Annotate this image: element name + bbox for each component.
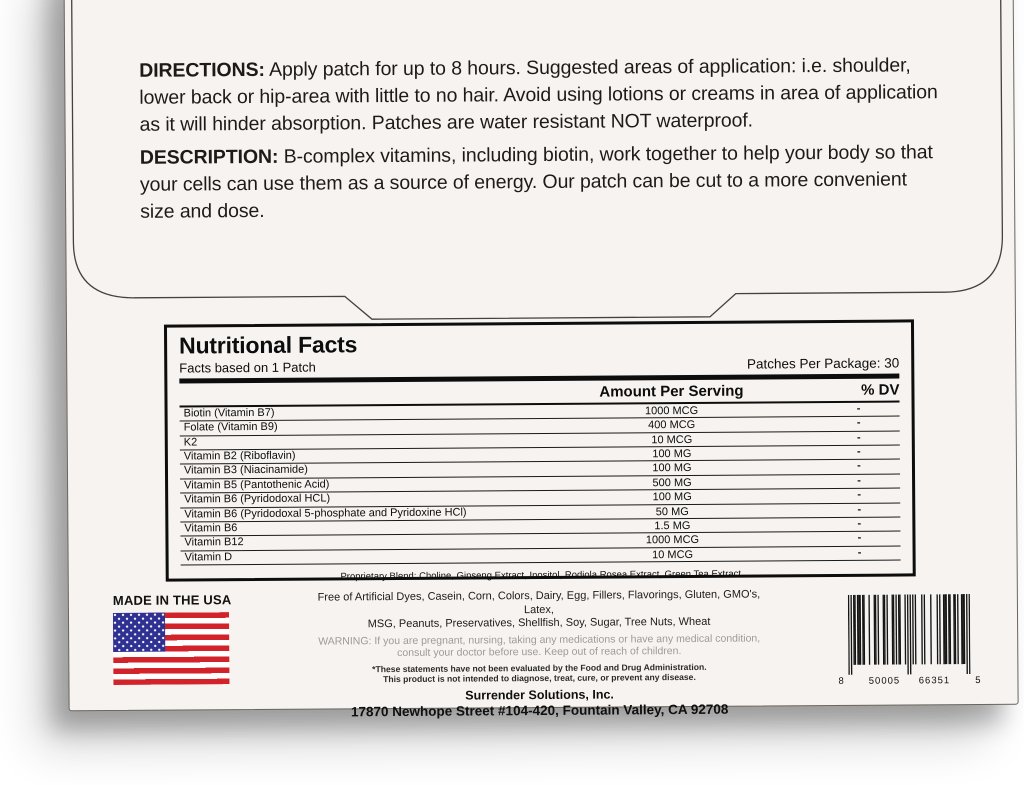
nutrition-subheader-row: [179, 355, 899, 375]
warning-text: WARNING: If you are pregnant, nursing, taking any medications or have any medical condition, consult your doctor before use. Keep out of reach of children.: [318, 631, 761, 660]
usage-copy: [139, 52, 940, 232]
nutrition-row: Vitamin B6 (Pyridodoxal HCL) 100 MG -: [180, 489, 900, 508]
description-text: B-complex vitamins, including biotin, work together to help your body so that your cells can use them as a source of energy. Our patch can be cut to a more convenient size and dose.: [139, 141, 933, 223]
made-in-usa-label: MADE IN THE USA: [112, 592, 232, 608]
amount-column-header: Amount Per Serving: [599, 382, 744, 401]
nutrition-row: Biotin (Vitamin B7) 1000 MCG -: [180, 402, 900, 421]
barcode-digits-group1: 50005: [868, 675, 901, 687]
allergen-free-line1: Free of Artificial Dyes, Casein, Corn, Colors, Dairy, Egg, Fillers, Flavorings, Gluten, GMO's, Latex,: [317, 588, 761, 616]
dv-column-header: % DV: [861, 381, 900, 399]
nutrition-title: Nutritional Facts: [179, 331, 358, 359]
usa-flag-canton: [113, 613, 165, 652]
fda-disclaimer-line2: This product is not intended to diagnose, treat, cure, or prevent any disease.: [383, 671, 696, 685]
upc-barcode: [838, 594, 981, 689]
barcode-digits: [838, 674, 981, 688]
nutrition-row: Vitamin B12 1000 MCG -: [180, 532, 900, 551]
allergen-free-line2: MSG, Peanuts, Preservatives, Shellfish, Soy, Sugar, Tree Nuts, Wheat: [367, 615, 711, 631]
fda-disclaimer-line1: *These statements have not been evaluated by the Food and Drug Administration.: [372, 661, 707, 674]
nutrition-row: Folate (Vitamin B9) 400 MCG -: [180, 417, 900, 436]
directions-paragraph: [139, 52, 940, 138]
barcode-digits-group2: 66351: [918, 675, 951, 687]
nutrition-row: Vitamin B3 (Niacinamide) 100 MG -: [180, 460, 900, 479]
barcode-bars: [848, 594, 971, 675]
usa-flag: [113, 612, 229, 685]
pouch-package-back: [63, 0, 1018, 719]
nutritional-facts-panel: [164, 319, 916, 581]
nutrition-row: Vitamin D 10 MCG -: [181, 546, 901, 565]
serving-basis-label: Facts based on 1 Patch: [179, 359, 316, 376]
company-address: 17870 Newhope Street #104-420, Fountain Valley, CA 92708: [350, 701, 729, 719]
barcode-digit-right: 5: [975, 674, 981, 686]
nutrition-rows: [180, 402, 901, 565]
nutrition-row: K2 10 MCG -: [180, 431, 900, 450]
directions-label: DIRECTIONS:: [139, 58, 265, 82]
barcode-digit-left: 8: [838, 675, 844, 687]
nutrition-row: Vitamin B6 1.5 MG -: [180, 517, 900, 536]
company-name: Surrender Solutions, Inc.: [465, 687, 614, 703]
nutrition-row: Vitamin B5 (Pantothenic Acid) 500 MG -: [180, 474, 900, 493]
patches-per-package-label: Patches Per Package: 30: [746, 355, 900, 372]
directions-text: Apply patch for up to 8 hours. Suggested areas of application: i.e. shoulder, lower back or hip-area with little to no hair. Avoid using lotions or creams in area of application as it will hinder absorption. Patches are water resistant NOT waterproof.: [139, 54, 938, 136]
nutrition-row: Vitamin B2 (Riboflavin) 100 MG -: [180, 445, 900, 464]
description-paragraph: [140, 140, 941, 226]
description-label: DESCRIPTION:: [139, 146, 279, 170]
proprietary-blend-note: Proprietary Blend: Choline, Ginseng Extract, Inositol, Rodiola Rosea Extract, Green Tea Extract: [340, 568, 742, 583]
legal-text-block: [304, 588, 775, 719]
nutrition-row: Vitamin B6 (Pyridodoxal 5-phosphate and Pyridoxine HCl) 50 MG -: [180, 503, 900, 522]
